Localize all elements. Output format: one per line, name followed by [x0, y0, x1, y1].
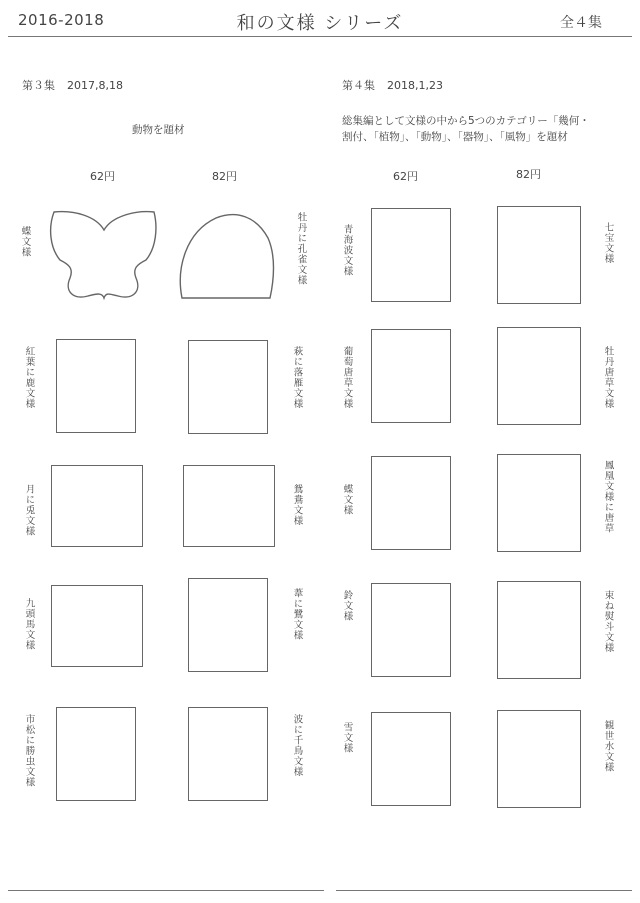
stamp-label: 萩に落雁文様	[291, 346, 303, 409]
stamp-label: 観世水文様	[602, 720, 614, 773]
footer-rule-left	[8, 890, 324, 891]
stamp-frame	[56, 339, 136, 433]
stamp-frame	[497, 454, 581, 552]
stamp-label: 鈴文様	[341, 590, 353, 622]
right-price-82: 82円	[516, 168, 541, 181]
stamp-frame	[371, 329, 451, 423]
stamp-frame	[51, 585, 143, 667]
stamp-frame	[497, 327, 581, 425]
header-volumes: 全４集	[560, 15, 602, 31]
left-price-82: 82円	[212, 170, 237, 183]
stamp-frame	[371, 208, 451, 302]
left-section-heading	[22, 77, 123, 93]
stamp-label: 七宝文様	[602, 222, 614, 264]
header-rule	[8, 36, 632, 37]
right-section-heading	[342, 77, 443, 93]
right-date: 2018,1,23	[387, 79, 443, 92]
header-years: 2016-2018	[18, 11, 105, 29]
stamp-frame	[188, 340, 268, 434]
stamp-label: 葦に鷺文様	[291, 588, 303, 641]
stamp-frame	[371, 456, 451, 550]
stamp-frame	[51, 465, 143, 547]
footer-rule-right	[336, 890, 632, 891]
stamp-label: 九頭馬文様	[23, 598, 35, 651]
left-theme: 動物を題材	[132, 124, 185, 136]
stamp-frame	[188, 707, 268, 801]
arch-stamp-shape	[176, 208, 278, 304]
right-issue: 第４集	[342, 79, 375, 92]
right-theme	[342, 113, 590, 145]
stamp-label: 鳳凰文様に唐草	[602, 460, 614, 534]
left-price-62: 62円	[90, 170, 115, 183]
stamp-label: 牡丹に孔雀文様	[295, 212, 307, 286]
stamp-frame	[497, 710, 581, 808]
stamp-label: 蝶文様	[341, 484, 353, 516]
stamp-label: 市松に勝虫文様	[23, 714, 35, 788]
stamp-label: 波に千鳥文様	[291, 714, 303, 777]
stamp-label: 鴛鴦文様	[291, 484, 303, 526]
stamp-frame	[497, 206, 581, 304]
stamp-frame	[188, 578, 268, 672]
stamp-frame	[497, 581, 581, 679]
stamp-label: 束ね熨斗文様	[602, 590, 614, 653]
stamp-label: 紅葉に鹿文様	[23, 346, 35, 409]
stamp-label: 牡丹唐草文様	[602, 346, 614, 409]
stamp-frame	[56, 707, 136, 801]
page-title: 和の文様 シリーズ	[236, 13, 404, 34]
right-theme-line-2: 割付、「植物」、「動物」、「器物」、「風物」を題材	[342, 131, 568, 143]
stamp-label: 月に兎文様	[23, 484, 35, 537]
stamp-label: 青海波文様	[341, 224, 353, 277]
stamp-label: 雪文様	[341, 722, 353, 754]
left-issue: 第３集	[22, 79, 55, 92]
butterfly-stamp-shape	[46, 208, 162, 304]
stamp-frame	[371, 712, 451, 806]
left-date: 2017,8,18	[67, 79, 123, 92]
stamp-frame	[371, 583, 451, 677]
stamp-label: 蝶文様	[19, 226, 31, 258]
stamp-frame	[183, 465, 275, 547]
right-theme-line-1: 総集編として文様の中から5つのカテゴリー「幾何・	[342, 115, 590, 127]
stamp-label: 葡萄唐草文様	[341, 346, 353, 409]
right-price-62: 62円	[393, 170, 418, 183]
